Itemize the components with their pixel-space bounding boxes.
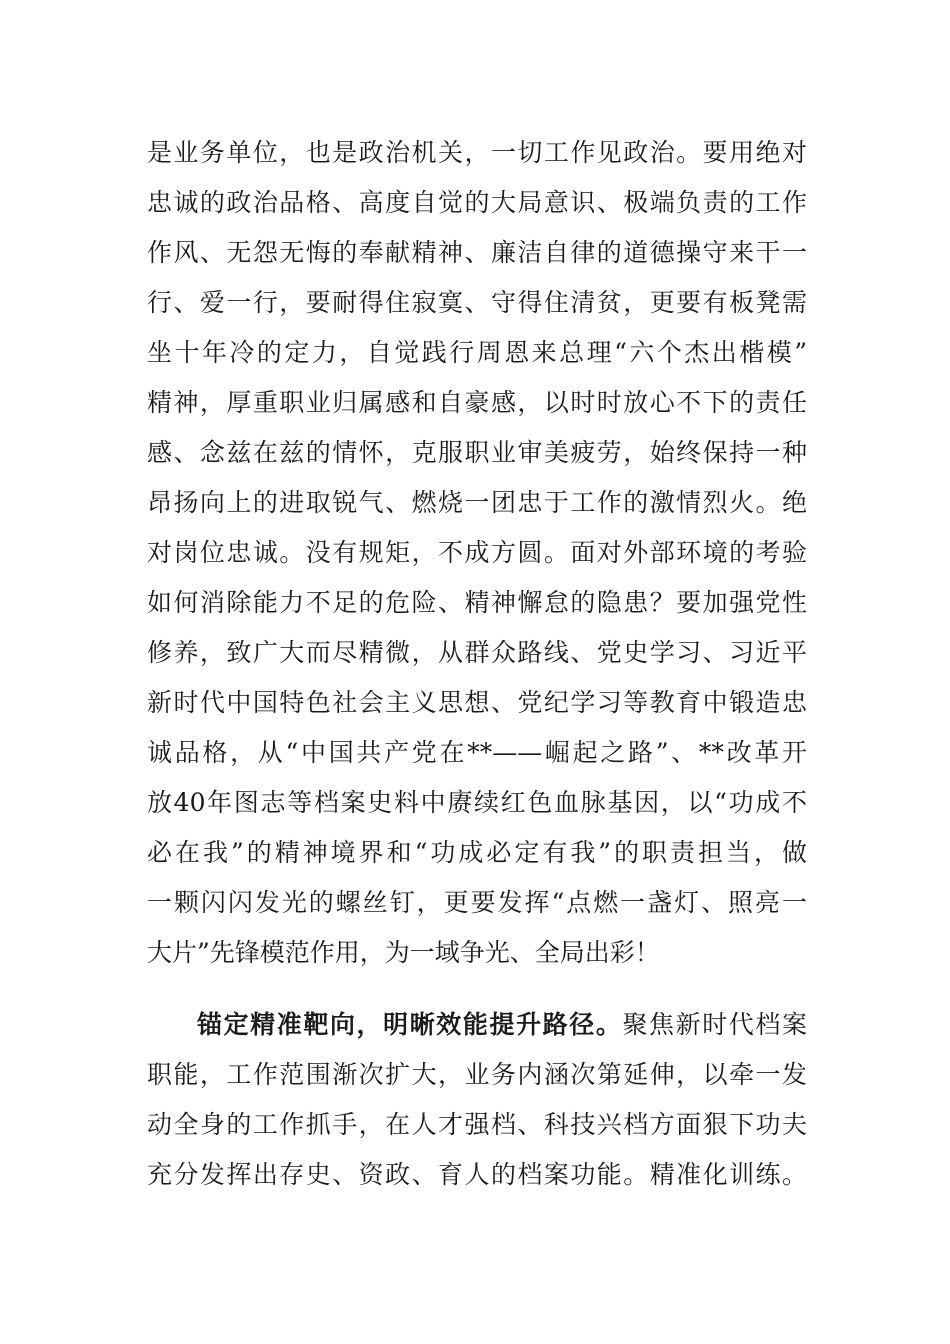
text-line: 昂扬向上的进取锐气、燃烧一团忠于工作的激情烈火。绝 (147, 488, 807, 517)
text-line: 诚品格，从“中国共产党在**——崛起之路”、**改革开 (147, 738, 807, 767)
heading-line-rest: 聚焦新时代档案 (622, 1010, 807, 1039)
text-line (147, 1000, 807, 1050)
text-line: 放40年图志等档案史料中赓续红色血脉基因，以“功成不 (147, 788, 807, 817)
text-line: 必在我”的精神境界和“功成必定有我”的职责担当，做 (147, 838, 807, 867)
text-line: 新时代中国特色社会主义思想、党纪学习等教育中锻造忠 (147, 688, 807, 717)
text-line: 精神，厚重职业归属感和自豪感，以时时放心不下的责任 (147, 388, 807, 417)
text-line: 修养，致广大而尽精微，从群众路线、党史学习、习近平 (147, 638, 807, 667)
text-line: 坐十年冷的定力，自觉践行周恩来总理“六个杰出楷模” (147, 338, 807, 367)
text-line: 是业务单位，也是政治机关，一切工作见政治。要用绝对 (147, 138, 807, 167)
document-body (147, 128, 807, 1200)
text-line: 感、念兹在兹的情怀，克服职业审美疲劳，始终保持一种 (147, 438, 807, 467)
text-line: 忠诚的政治品格、高度自觉的大局意识、极端负责的工作 (147, 188, 807, 217)
text-line: 对岗位忠诚。没有规矩，不成方圆。面对外部环境的考验 (147, 538, 807, 567)
text-line: 作风、无怨无悔的奉献精神、廉洁自律的道德操守来干一 (147, 238, 807, 267)
text-line: 职能，工作范围渐次扩大，业务内涵次第延伸，以牵一发 (147, 1060, 807, 1089)
text-line: 大片”先锋模范作用，为一域争光、全局出彩！ (147, 938, 660, 967)
text-line: 行、爱一行，要耐得住寂寞、守得住清贫，更要有板凳需 (147, 288, 807, 317)
paragraph-gap (147, 978, 807, 1000)
text-line: 动全身的工作抓手，在人才强档、科技兴档方面狠下功夫 (147, 1110, 807, 1139)
paragraph-heading: 锚定精准靶向，明晰效能提升路径。 (197, 1010, 623, 1039)
paragraph-1 (147, 128, 807, 978)
text-line: 充分发挥出存史、资政、育人的档案功能。精准化训练。 (147, 1160, 807, 1189)
text-line: 一颗闪闪发光的螺丝钉，更要发挥“点燃一盏灯、照亮一 (147, 888, 807, 917)
text-line: 如何消除能力不足的危险、精神懈怠的隐患？要加强党性 (147, 588, 807, 617)
paragraph-2 (147, 1000, 807, 1200)
